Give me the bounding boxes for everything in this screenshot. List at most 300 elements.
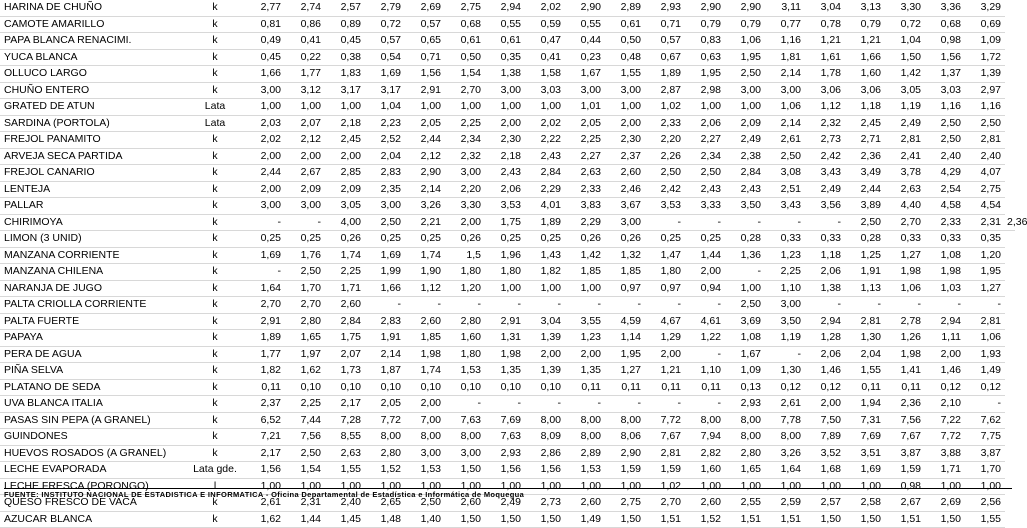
- price-cell: 2,25: [325, 264, 365, 281]
- price-cell: -: [805, 297, 845, 314]
- price-cell: 2,00: [245, 181, 285, 198]
- price-cell: 1,00: [525, 280, 565, 297]
- unit-cell: l: [185, 478, 245, 495]
- price-cell: 0,38: [325, 49, 365, 66]
- unit-cell: Lata gde.: [185, 462, 245, 479]
- price-cell: 2,93: [485, 445, 525, 462]
- price-cell: 8,00: [405, 429, 445, 446]
- price-cell: 1,06: [725, 33, 765, 50]
- price-cell: 2,00: [285, 148, 325, 165]
- table-row: [0, 214, 1015, 231]
- price-cell: 3,00: [725, 82, 765, 99]
- product-name-cell: FREJOL PANAMITO: [0, 132, 185, 149]
- price-cell: 2,21: [405, 214, 445, 231]
- price-cell: 1,51: [885, 511, 925, 528]
- product-name-cell: MANZANA CHILENA: [0, 264, 185, 281]
- price-cell: 3,17: [325, 82, 365, 99]
- price-cell: 1,69: [245, 247, 285, 264]
- unit-cell: k: [185, 16, 245, 33]
- price-cell: 2,26: [645, 148, 685, 165]
- price-cell: 1,26: [885, 330, 925, 347]
- price-cell: 1,41: [885, 363, 925, 380]
- price-cell: 3,00: [565, 82, 605, 99]
- table-row: [0, 165, 1015, 182]
- price-cell: 1,97: [285, 346, 325, 363]
- price-cell: 1,90: [405, 264, 445, 281]
- price-cell: 1,95: [605, 346, 645, 363]
- price-cell: 1,49: [565, 511, 605, 528]
- price-cell: 2,25: [285, 396, 325, 413]
- table-row: [0, 412, 1015, 429]
- price-cell: 2,57: [805, 495, 845, 512]
- price-cell: -: [285, 214, 325, 231]
- price-cell: 1,74: [325, 247, 365, 264]
- price-cell: 1,89: [245, 330, 285, 347]
- price-cell: 2,67: [885, 495, 925, 512]
- price-cell: 2,85: [325, 165, 365, 182]
- product-name-cell: MANZANA CORRIENTE: [0, 247, 185, 264]
- price-cell: 2,35: [365, 181, 405, 198]
- price-cell: 0,10: [445, 379, 485, 396]
- price-cell: 2,63: [565, 165, 605, 182]
- price-cell: 2,51: [765, 181, 805, 198]
- price-cell: 3,11: [765, 0, 805, 16]
- price-cell: 0,79: [845, 16, 885, 33]
- price-cell: 2,49: [805, 181, 845, 198]
- price-cell: -: [485, 297, 525, 314]
- price-cell: 0,25: [485, 231, 525, 248]
- price-cell: 1,00: [565, 280, 605, 297]
- price-cell: 1,09: [725, 363, 765, 380]
- price-cell: 1,00: [605, 99, 645, 116]
- price-cell: 1,18: [805, 247, 845, 264]
- price-cell: -: [685, 214, 725, 231]
- price-cell: 1,50: [845, 511, 885, 528]
- price-cell: 2,67: [285, 165, 325, 182]
- price-cell: 2,56: [965, 495, 1005, 512]
- price-cell: 2,70: [885, 214, 925, 231]
- price-cell: 1,51: [645, 511, 685, 528]
- price-cell: 7,00: [405, 412, 445, 429]
- product-name-cell: PAPA BLANCA RENACIMI.: [0, 33, 185, 50]
- price-cell: 0,63: [685, 49, 725, 66]
- price-cell: 2,42: [645, 181, 685, 198]
- price-cell: -: [365, 297, 405, 314]
- price-cell: 2,75: [965, 181, 1005, 198]
- price-cell: 2,29: [525, 181, 565, 198]
- price-cell: 3,00: [485, 82, 525, 99]
- price-cell: 2,22: [525, 132, 565, 149]
- price-cell: 2,00: [645, 346, 685, 363]
- product-name-cell: PERA DE AGUA: [0, 346, 185, 363]
- price-cell: 1,35: [485, 363, 525, 380]
- price-cell: -: [565, 396, 605, 413]
- price-cell: 3,89: [845, 198, 885, 215]
- price-cell: 7,50: [805, 412, 845, 429]
- price-cell: 1,56: [525, 462, 565, 479]
- price-cell: 0,97: [645, 280, 685, 297]
- price-cell: -: [245, 214, 285, 231]
- price-cell: 2,07: [325, 346, 365, 363]
- price-cell: 2,49: [485, 495, 525, 512]
- price-cell: 8,00: [365, 429, 405, 446]
- price-cell: 2,90: [565, 0, 605, 16]
- price-cell: 2,61: [245, 495, 285, 512]
- price-cell: 2,14: [765, 115, 805, 132]
- price-cell: 2,17: [245, 445, 285, 462]
- price-cell: 1,14: [605, 330, 645, 347]
- table-row: [0, 297, 1015, 314]
- price-cell: -: [685, 396, 725, 413]
- price-cell: 3,12: [285, 82, 325, 99]
- price-cell: 0,11: [245, 379, 285, 396]
- price-cell: 2,43: [725, 181, 765, 198]
- price-cell: 1,69: [365, 247, 405, 264]
- price-cell: 2,60: [325, 297, 365, 314]
- price-cell: 4,58: [925, 198, 965, 215]
- price-cell: 0,25: [405, 231, 445, 248]
- price-cell: 0,11: [605, 379, 645, 396]
- price-cell: 2,89: [605, 0, 645, 16]
- price-cell: 1,69: [845, 462, 885, 479]
- price-cell: 2,71: [845, 132, 885, 149]
- price-cell: 2,60: [405, 313, 445, 330]
- unit-cell: k: [185, 330, 245, 347]
- price-cell: 1,42: [885, 66, 925, 83]
- price-cell: 3,03: [525, 82, 565, 99]
- price-cell: 0,10: [325, 379, 365, 396]
- price-cell: 1,12: [405, 280, 445, 297]
- price-cell: 1,39: [525, 363, 565, 380]
- price-cell: 1,89: [525, 214, 565, 231]
- product-name-cell: LIMON (3 UNID): [0, 231, 185, 248]
- price-cell: 1,22: [685, 330, 725, 347]
- price-cell: 2,05: [405, 115, 445, 132]
- price-cell: 1,59: [885, 462, 925, 479]
- product-name-cell: PLATANO DE SEDA: [0, 379, 185, 396]
- price-cell: 3,50: [765, 313, 805, 330]
- price-cell: 3,49: [845, 165, 885, 182]
- product-name-cell: PALTA FUERTE: [0, 313, 185, 330]
- price-cell: 7,72: [365, 412, 405, 429]
- price-cell: 1,74: [405, 247, 445, 264]
- price-cell: 1,00: [405, 99, 445, 116]
- price-cell: 0,78: [805, 16, 845, 33]
- price-cell: 2,50: [285, 445, 325, 462]
- price-cell: 8,00: [565, 429, 605, 446]
- price-cell: 2,07: [285, 115, 325, 132]
- price-cell: 0,61: [445, 33, 485, 50]
- price-cell: 3,53: [645, 198, 685, 215]
- price-cell: 1,55: [605, 66, 645, 83]
- price-cell: 0,57: [645, 33, 685, 50]
- price-cell: 1,53: [445, 363, 485, 380]
- price-cell: 2,94: [485, 0, 525, 16]
- price-cell: 0,33: [765, 231, 805, 248]
- unit-cell: k: [185, 445, 245, 462]
- price-cell: 1,00: [925, 478, 965, 495]
- price-cell: 1,87: [365, 363, 405, 380]
- price-cell: 1,02: [645, 478, 685, 495]
- price-cell: 2,77: [245, 0, 285, 16]
- product-name-cell: LECHE FRESCA (PORONGO): [0, 478, 185, 495]
- price-cell: 2,02: [245, 132, 285, 149]
- price-cell: 2,69: [405, 0, 445, 16]
- price-cell: 3,83: [565, 198, 605, 215]
- price-cell: 0,81: [245, 16, 285, 33]
- price-cell: 1,19: [765, 330, 805, 347]
- price-cell: 1,89: [645, 66, 685, 83]
- price-cell: 1,29: [645, 330, 685, 347]
- price-cell: 4,01: [525, 198, 565, 215]
- price-cell: -: [605, 297, 645, 314]
- table-row: [0, 181, 1015, 198]
- price-cell: 0,10: [365, 379, 405, 396]
- price-cell: -: [485, 396, 525, 413]
- price-cell: 1,50: [805, 511, 845, 528]
- price-cell: 1,65: [285, 330, 325, 347]
- price-cell: 1,96: [485, 247, 525, 264]
- price-cell: 1,00: [525, 99, 565, 116]
- table-row: [0, 99, 1015, 116]
- price-cell: 7,78: [765, 412, 805, 429]
- price-cell: 1,48: [365, 511, 405, 528]
- price-cell: 1,00: [285, 99, 325, 116]
- price-cell: 1,18: [845, 99, 885, 116]
- price-cell: 1,27: [965, 280, 1005, 297]
- price-cell: 1,85: [565, 264, 605, 281]
- product-name-cell: FREJOL CANARIO: [0, 165, 185, 182]
- unit-cell: k: [185, 82, 245, 99]
- price-cell: 0,28: [725, 231, 765, 248]
- price-cell: 1,80: [445, 264, 485, 281]
- price-cell: 2,41: [885, 148, 925, 165]
- price-cell: 3,88: [925, 445, 965, 462]
- price-cell: 2,50: [725, 66, 765, 83]
- price-cell: 3,43: [805, 165, 845, 182]
- unit-cell: k: [185, 412, 245, 429]
- price-cell: 0,61: [485, 33, 525, 50]
- price-cell: 0,97: [605, 280, 645, 297]
- price-cell: 3,00: [405, 445, 445, 462]
- price-cell: 2,69: [925, 495, 965, 512]
- product-name-cell: OLLUCO LARGO: [0, 66, 185, 83]
- price-cell: 7,75: [965, 429, 1005, 446]
- price-cell: 1,16: [965, 99, 1005, 116]
- price-cell: 7,28: [325, 412, 365, 429]
- product-name-cell: PIÑA SELVA: [0, 363, 185, 380]
- price-cell: 1,00: [565, 478, 605, 495]
- price-cell: 2,93: [725, 396, 765, 413]
- price-cell: 0,12: [965, 379, 1005, 396]
- price-cell: 2,73: [525, 495, 565, 512]
- price-cell: 1,71: [325, 280, 365, 297]
- product-name-cell: PALLAR: [0, 198, 185, 215]
- price-cell: 3,00: [245, 82, 285, 99]
- price-cell: 1,36: [725, 247, 765, 264]
- product-name-cell: GUINDONES: [0, 429, 185, 446]
- price-cell: 1,53: [565, 462, 605, 479]
- price-cell: 1,94: [845, 396, 885, 413]
- price-cell: 2,04: [845, 346, 885, 363]
- price-cell: -: [445, 396, 485, 413]
- price-cell: 1,30: [765, 363, 805, 380]
- price-cell: 2,81: [645, 445, 685, 462]
- price-cell: 1,95: [725, 49, 765, 66]
- price-cell: 0,25: [285, 231, 325, 248]
- price-cell: 2,33: [565, 181, 605, 198]
- price-cell: 3,67: [605, 198, 645, 215]
- table-row: [0, 82, 1015, 99]
- price-cell: 8,00: [445, 429, 485, 446]
- price-cell: 1,27: [605, 363, 645, 380]
- price-cell: 1,12: [805, 99, 845, 116]
- price-cell: 2,90: [605, 445, 645, 462]
- price-cell: 4,00: [325, 214, 365, 231]
- price-cell: 1,04: [885, 33, 925, 50]
- price-cell: 2,84: [525, 165, 565, 182]
- price-cell: 0,33: [805, 231, 845, 248]
- price-cell: 2,91: [245, 313, 285, 330]
- price-cell: 1,03: [925, 280, 965, 297]
- price-cell: 0,10: [525, 379, 565, 396]
- price-cell: 1,00: [245, 99, 285, 116]
- price-cell: 3,69: [725, 313, 765, 330]
- price-cell: 4,40: [885, 198, 925, 215]
- price-cell: 1,80: [485, 264, 525, 281]
- price-cell: 8,00: [685, 412, 725, 429]
- price-cell: 1,64: [245, 280, 285, 297]
- price-cell: 7,89: [805, 429, 845, 446]
- price-cell: 1,50: [885, 49, 925, 66]
- price-cell: 1,00: [725, 280, 765, 297]
- price-cell: 2,37: [245, 396, 285, 413]
- price-cell: 1,51: [765, 511, 805, 528]
- price-cell: 1,67: [725, 346, 765, 363]
- price-cell: 4,07: [965, 165, 1005, 182]
- price-cell: 1,09: [965, 33, 1005, 50]
- price-cell: 1,76: [285, 247, 325, 264]
- price-cell: 2,14: [405, 181, 445, 198]
- price-cell: 0,26: [325, 231, 365, 248]
- price-cell: 1,35: [565, 363, 605, 380]
- price-cell: 3,78: [885, 165, 925, 182]
- table-row: [0, 313, 1015, 330]
- price-cell: 0,11: [565, 379, 605, 396]
- price-cell: 8,00: [605, 412, 645, 429]
- price-cell: 1,5: [445, 247, 485, 264]
- price-cell: 1,00: [445, 478, 485, 495]
- price-cell: 2,80: [445, 313, 485, 330]
- unit-cell: k: [185, 247, 245, 264]
- unit-cell: k: [185, 165, 245, 182]
- unit-cell: k: [185, 396, 245, 413]
- price-cell: -: [605, 396, 645, 413]
- price-cell: 3,00: [245, 198, 285, 215]
- price-cell: 1,71: [925, 462, 965, 479]
- price-cell: 0,89: [325, 16, 365, 33]
- price-cell: 2,82: [685, 445, 725, 462]
- price-cell: 0,55: [485, 16, 525, 33]
- price-cell: 1,80: [445, 346, 485, 363]
- price-cell: 1,01: [565, 99, 605, 116]
- price-cell: 0,10: [485, 379, 525, 396]
- price-cell: 2,20: [645, 132, 685, 149]
- price-cell: 0,55: [565, 16, 605, 33]
- price-cell: 2,49: [725, 132, 765, 149]
- table-row: [0, 379, 1015, 396]
- price-cell: 0,47: [525, 33, 565, 50]
- price-cell: -: [645, 396, 685, 413]
- price-cell: 0,57: [365, 33, 405, 50]
- table-row: [0, 445, 1015, 462]
- price-cell: 1,00: [685, 99, 725, 116]
- price-cell: 1,47: [645, 247, 685, 264]
- price-cell: 2,44: [245, 165, 285, 182]
- table-row: [0, 0, 1015, 16]
- price-cell: 8,00: [525, 412, 565, 429]
- price-cell: 0,98: [925, 33, 965, 50]
- price-cell: 1,00: [485, 99, 525, 116]
- product-name-cell: PASAS SIN PEPA (A GRANEL): [0, 412, 185, 429]
- price-cell: 3,06: [845, 82, 885, 99]
- price-cell: 1,27: [885, 247, 925, 264]
- price-cell: 1,39: [525, 330, 565, 347]
- price-cell: 2,09: [325, 181, 365, 198]
- price-cell: 2,61: [765, 396, 805, 413]
- price-cell: 1,60: [445, 330, 485, 347]
- price-cell: 3,50: [725, 198, 765, 215]
- unit-cell: k: [185, 132, 245, 149]
- price-cell: 1,95: [965, 264, 1005, 281]
- price-cell: 1,98: [885, 346, 925, 363]
- price-cell: 0,49: [245, 33, 285, 50]
- price-cell: 2,29: [565, 214, 605, 231]
- price-cell: 0,28: [845, 231, 885, 248]
- price-cell: 1,53: [405, 462, 445, 479]
- price-cell: 1,08: [925, 247, 965, 264]
- price-cell: 0,12: [765, 379, 805, 396]
- price-cell: 0,86: [285, 16, 325, 33]
- price-cell: 2,12: [285, 132, 325, 149]
- price-cell: 3,17: [365, 82, 405, 99]
- price-cell: 2,60: [685, 495, 725, 512]
- price-cell: 2,43: [525, 148, 565, 165]
- price-cell: 1,00: [805, 478, 845, 495]
- price-cell: 3,05: [325, 198, 365, 215]
- price-cell: 2,06: [485, 181, 525, 198]
- price-cell: 1,00: [445, 99, 485, 116]
- price-cell: 1,98: [405, 346, 445, 363]
- price-cell: 1,00: [725, 99, 765, 116]
- price-cell: 2,06: [685, 115, 725, 132]
- price-cell: 2,81: [845, 313, 885, 330]
- price-cell: 1,10: [685, 363, 725, 380]
- price-cell: 1,81: [765, 49, 805, 66]
- price-cell: 0,79: [685, 16, 725, 33]
- unit-cell: Lata: [185, 115, 245, 132]
- price-cell: 1,77: [285, 66, 325, 83]
- price-cell: 1,54: [445, 66, 485, 83]
- price-cell: 0,41: [285, 33, 325, 50]
- table-row: [0, 346, 1015, 363]
- price-cell: 1,44: [285, 511, 325, 528]
- price-cell: 1,00: [285, 478, 325, 495]
- price-cell: 2,00: [485, 115, 525, 132]
- price-cell: 1,21: [645, 363, 685, 380]
- price-cell: 1,55: [845, 363, 885, 380]
- price-cell: 1,70: [285, 280, 325, 297]
